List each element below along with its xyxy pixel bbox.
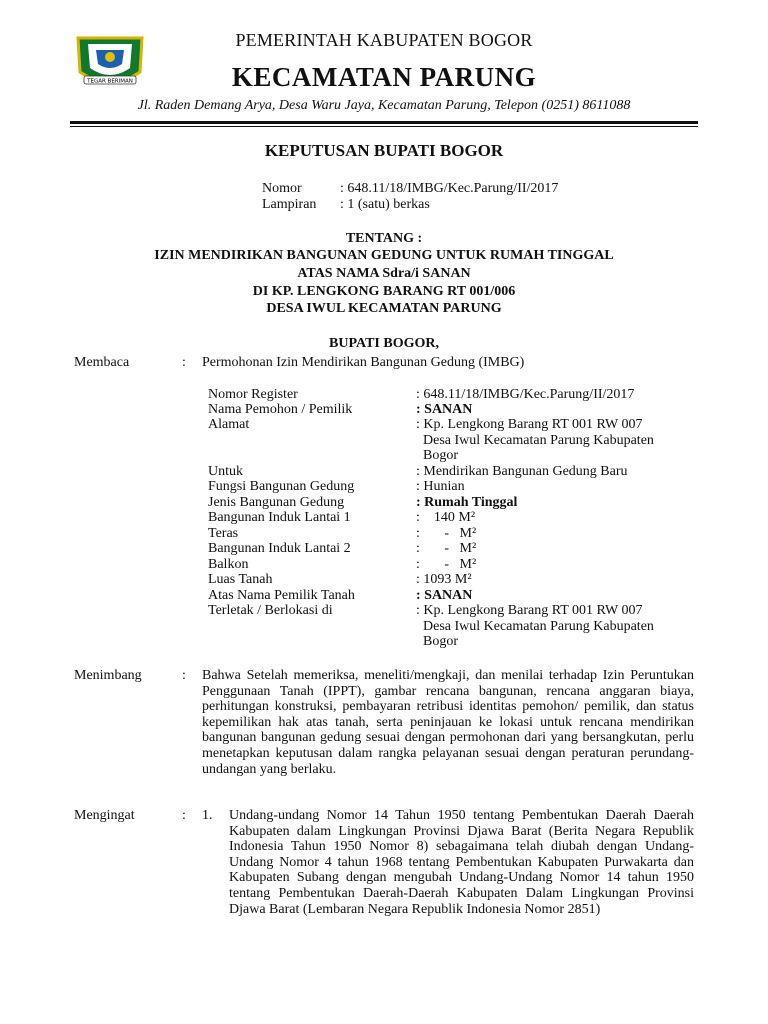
detail-value: : SANAN [416,588,473,603]
menimbang-colon: : [182,668,186,683]
detail-value: : Rumah Tinggal [416,495,518,510]
detail-label: Nomor Register [208,387,298,402]
detail-value: : Kp. Lengkong Barang RT 001 RW 007 [416,603,643,618]
detail-value: Bogor [416,634,458,649]
lampiran-label: Lampiran [262,197,317,212]
membaca-text: Permohonan Izin Mendirikan Bangunan Gedung (IMBG) [202,355,525,370]
detail-value: : SANAN [416,402,473,417]
detail-label: Jenis Bangunan Gedung [208,495,345,510]
tentang-line: ATAS NAMA Sdra/i SANAN [297,266,471,281]
office-address: Jl. Raden Demang Arya, Desa Waru Jaya, Kecamatan Parung, Telepon (0251) 8611088 [137,98,631,113]
nomor-label: Nomor [262,181,302,196]
bupati-heading: BUPATI BOGOR, [329,336,439,351]
mengingat-number: 1. [202,808,213,823]
header-rule-thick [70,121,698,124]
lampiran-value: : 1 (satu) berkas [340,197,430,212]
detail-label: Bangunan Induk Lantai 1 [208,510,351,525]
header-rule-thin [70,126,698,127]
decree-title: KEPUTUSAN BUPATI BOGOR [264,141,504,160]
detail-value: Bogor [416,448,458,463]
detail-value: : 1093 M² [416,572,472,587]
detail-label: Balkon [208,557,249,572]
membaca-label: Membaca [74,355,130,370]
detail-value: : Kp. Lengkong Barang RT 001 RW 007 [416,417,643,432]
government-name: PEMERINTAH KABUPATEN BOGOR [235,30,533,50]
menimbang-text: Bahwa Setelah memeriksa, meneliti/mengkaji, dan menilai terhadap Izin Peruntukan Penggunaan Tanah (IPPT), gambar rencana bangunan, rencana anggaran biaya, perhitungan konstruksi, pembayaran retribusi identitas pemohon/ pemilik, dan status kepemilikan hak atas tanah, serta peninjauan ke lokasi untuk rencana mendirikan bangunan bangunan gedung sesuai dengan permohonan dari yang bersangkutan, perlu menetapkan keputusan dalam rangka pelayanan sesuai dengan peraturan perundang-undangan yang berlaku. [202,668,694,777]
menimbang-label: Menimbang [74,668,142,683]
detail-value: : Hunian [416,479,465,494]
detail-value: : 140 M² [416,510,476,525]
detail-value: : 648.11/18/IMBG/Kec.Parung/II/2017 [416,387,635,402]
detail-label: Luas Tanah [208,572,273,587]
detail-label: Terletak / Berlokasi di [208,603,333,618]
detail-label: Bangunan Induk Lantai 2 [208,541,351,556]
detail-label: Teras [208,526,239,541]
mengingat-colon: : [182,808,186,823]
tentang-line: IZIN MENDIRIKAN BANGUNAN GEDUNG UNTUK RUMAH TINGGAL [154,248,614,263]
mengingat-label: Mengingat [74,808,135,823]
emblem-motto: TEGAR BERIMAN [87,78,133,85]
tentang-heading: TENTANG : [345,231,423,246]
detail-value: Desa Iwul Kecamatan Parung Kabupaten [416,433,654,448]
detail-label: Alamat [208,417,250,432]
detail-label: Atas Nama Pemilik Tanah [208,588,355,603]
tentang-line: DI KP. LENGKONG BARANG RT 001/006 [252,284,516,299]
detail-label: Untuk [208,464,243,479]
detail-value: : - M² [416,541,477,556]
detail-value: : - M² [416,526,477,541]
detail-value: : Mendirikan Bangunan Gedung Baru [416,464,628,479]
detail-value: : - M² [416,557,477,572]
detail-value: Desa Iwul Kecamatan Parung Kabupaten [416,619,654,634]
detail-label: Fungsi Bangunan Gedung [208,479,355,494]
mengingat-text: Undang-undang Nomor 14 Tahun 1950 tentang Pembentukan Daerah Daerah Kabupaten dalam Lingkungan Provinsi Djawa Barat (Berita Negara Republik Indonesia Tahun 1950 Nomor 8) sebagaimana telah diubah dengan Undang-Undang Nomor 4 tahun 1968 tentang Pembentukan Kabupaten Purwakarta dan Kabupaten Subang dengan mengubah Undang-Undang Nomor 14 tahun 1950 tentang Pembentukan Daerah-Daerah Kabupaten Dalam Lingkungan Provinsi Djawa Barat (Lembaran Negara Republik Indonesia Nomor 2851) [229,808,694,917]
detail-label: Nama Pemohon / Pemilik [208,402,353,417]
nomor-value: : 648.11/18/IMBG/Kec.Parung/II/2017 [340,181,559,196]
tentang-line: DESA IWUL KECAMATAN PARUNG [266,301,502,316]
district-name: KECAMATAN PARUNG [231,62,537,92]
membaca-colon: : [182,355,186,370]
